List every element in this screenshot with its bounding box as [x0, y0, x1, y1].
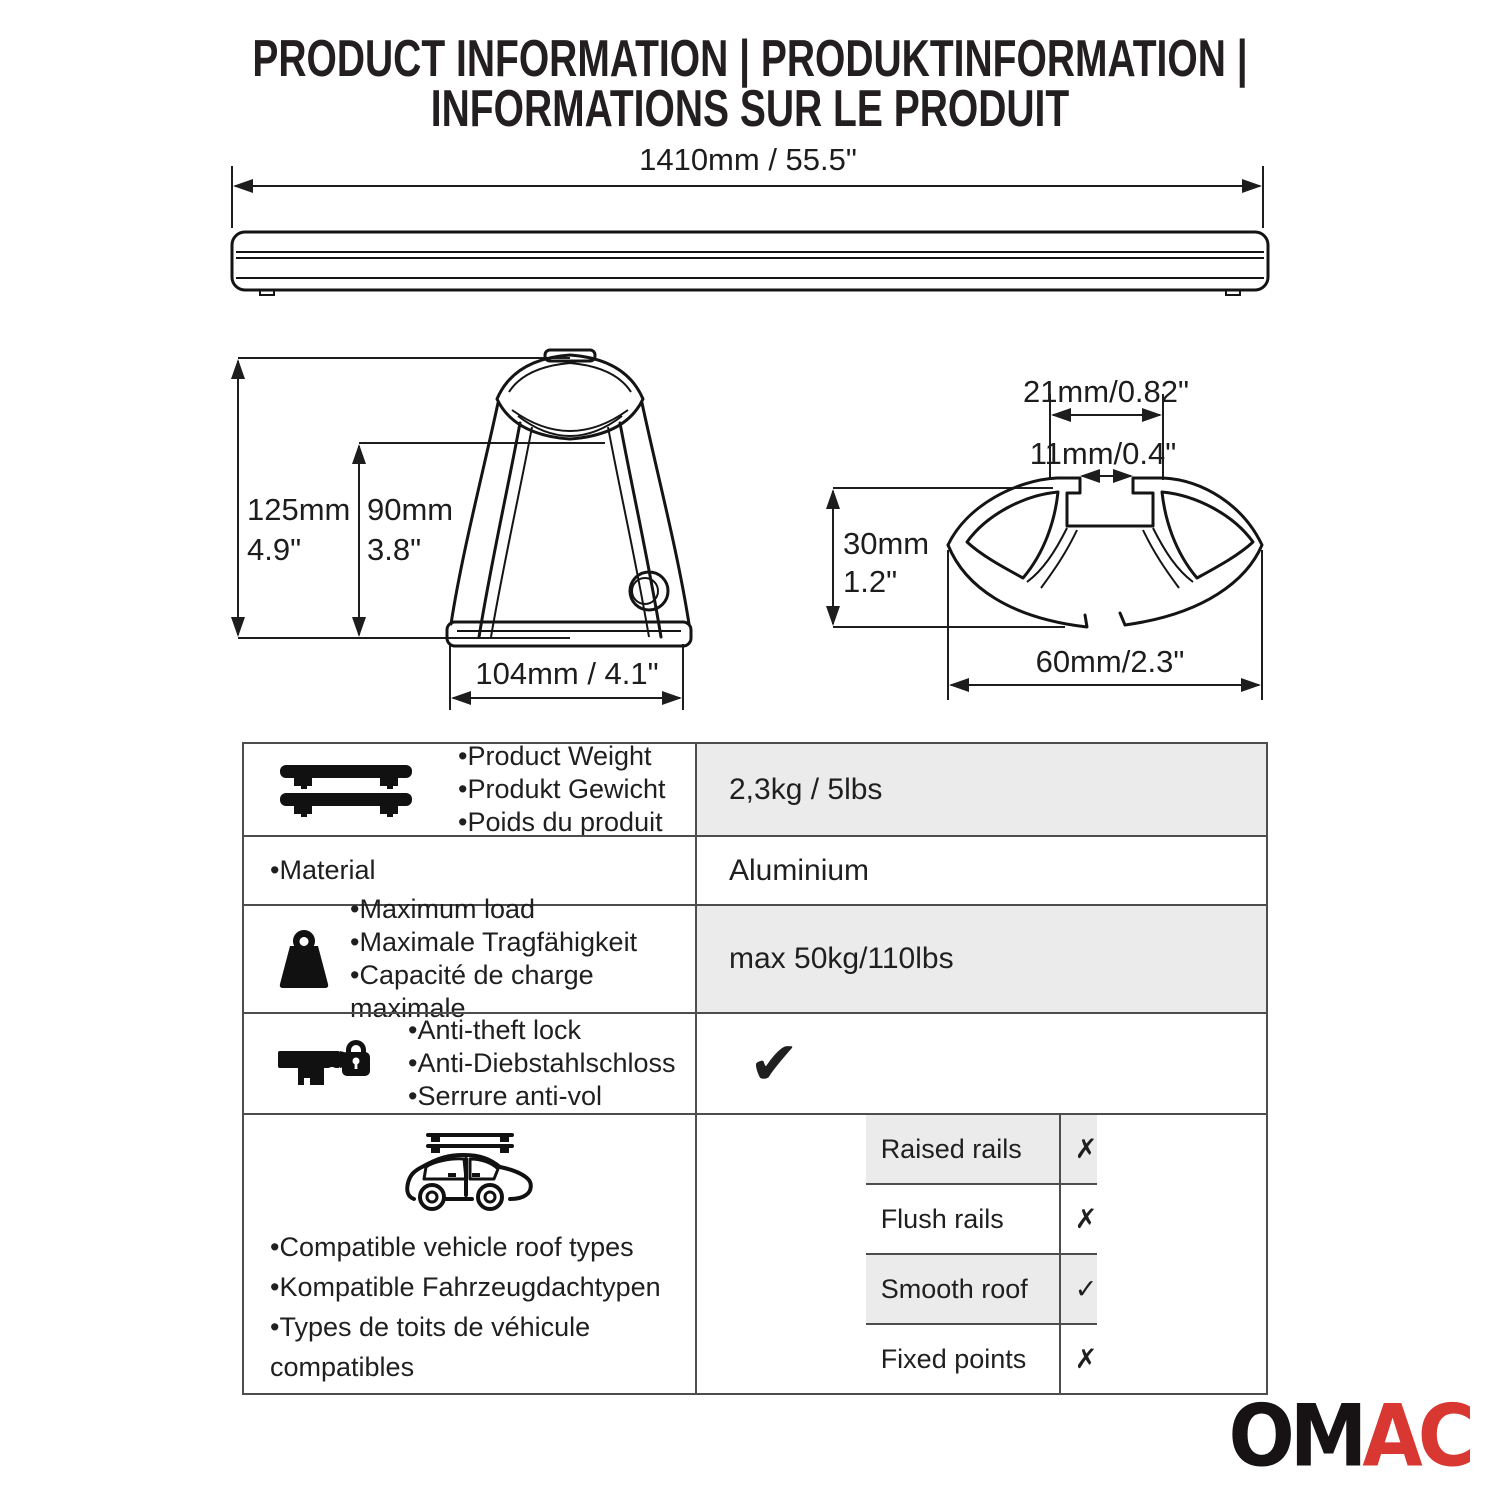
omac-logo-black: OM	[1228, 1387, 1363, 1487]
foot-outline	[447, 350, 691, 646]
page-title-line1: PRODUCT INFORMATION | PRODUKTINFORMATION |	[252, 30, 1248, 88]
label-roof-types-fr: •Types de toits de véhicule	[270, 1312, 591, 1342]
roof-type-mark: ✗	[1074, 1343, 1098, 1375]
crossbars-icon	[276, 762, 416, 818]
bar-length-label: 1410mm / 55.5"	[639, 142, 857, 177]
roof-type-label: Flush rails	[866, 1185, 1061, 1253]
foot-total-height-in: 4.9"	[247, 532, 302, 567]
subrow-fixed-points	[866, 1323, 1098, 1393]
foot-base-width-label: 104mm / 4.1"	[475, 656, 659, 691]
spec-table	[242, 742, 1268, 1395]
table-row-roof-types	[244, 1113, 1266, 1393]
label-product-weight-de: •Produkt Gewicht	[458, 774, 666, 804]
foot-drawing	[225, 348, 705, 720]
label-anti-theft-de: •Anti-Diebstahlschloss	[408, 1048, 676, 1078]
profile-drawing	[815, 362, 1285, 707]
profile-height-mm: 30mm	[843, 526, 930, 561]
page-title	[188, 30, 1313, 138]
table-row-weight	[244, 741, 1266, 837]
roof-type-mark: ✗	[1074, 1133, 1098, 1165]
foot-bar-height-in: 3.8"	[367, 532, 422, 567]
subrow-raised-rails	[866, 1115, 1098, 1183]
label-roof-types-de: •Kompatible Fahrzeugdachtypen	[270, 1272, 661, 1302]
crossbar-side-view	[232, 232, 1268, 295]
foot-total-height-mm: 125mm	[247, 492, 351, 527]
label-product-weight-en: •Product Weight	[458, 741, 652, 771]
profile-top-width-label: 21mm/0.82"	[1022, 374, 1190, 409]
label-roof-types-en: •Compatible vehicle roof types	[270, 1232, 634, 1262]
omac-logo-red: AC	[1362, 1387, 1470, 1487]
label-material: •Material	[270, 855, 376, 885]
value-max-load: max 50kg/110lbs	[697, 906, 1266, 1012]
label-max-load-de: •Maximale Tragfähigkeit	[350, 927, 638, 957]
lock-icon	[276, 1038, 372, 1090]
label-max-load-en: •Maximum load	[350, 894, 536, 924]
roof-type-label: Fixed points	[866, 1325, 1061, 1393]
value-material: Aluminium	[729, 853, 870, 887]
crossbar-length-drawing	[220, 140, 1290, 315]
car-roof-rack-icon	[404, 1131, 536, 1217]
label-product-weight-fr: •Poids du produit	[458, 807, 663, 837]
roof-type-mark: ✗	[1074, 1203, 1098, 1235]
value-product-weight: 2,3kg / 5lbs	[697, 744, 1266, 835]
label-roof-types-fr2: compatibles	[270, 1352, 415, 1382]
foot-bar-height-mm: 90mm	[367, 492, 454, 527]
page-title-line2: INFORMATIONS SUR LE PRODUIT	[430, 80, 1070, 138]
label-anti-theft-en: •Anti-theft lock	[408, 1015, 582, 1045]
subrow-flush-rails	[866, 1183, 1098, 1253]
roof-type-mark: ✓	[1074, 1273, 1098, 1305]
profile-height-in: 1.2"	[843, 564, 898, 599]
profile-outline	[948, 478, 1262, 627]
label-max-load-fr: •Capacité de charge maximale	[350, 960, 594, 1023]
anti-theft-check-mark: ✔	[749, 1028, 800, 1099]
subrow-smooth-roof	[866, 1253, 1098, 1323]
roof-types-subtable	[697, 1115, 1266, 1393]
weight-icon	[274, 930, 334, 988]
roof-type-label: Raised rails	[866, 1115, 1061, 1183]
omac-logo	[1228, 1387, 1470, 1487]
profile-bottom-width-label: 60mm/2.3"	[1035, 644, 1185, 679]
table-row-max-load	[244, 894, 1266, 1023]
label-anti-theft-fr: •Serrure anti-vol	[408, 1081, 603, 1111]
table-row-anti-theft	[244, 1012, 1266, 1113]
roof-type-label: Smooth roof	[866, 1255, 1061, 1323]
profile-slot-width-label: 11mm/0.4"	[1029, 436, 1177, 471]
